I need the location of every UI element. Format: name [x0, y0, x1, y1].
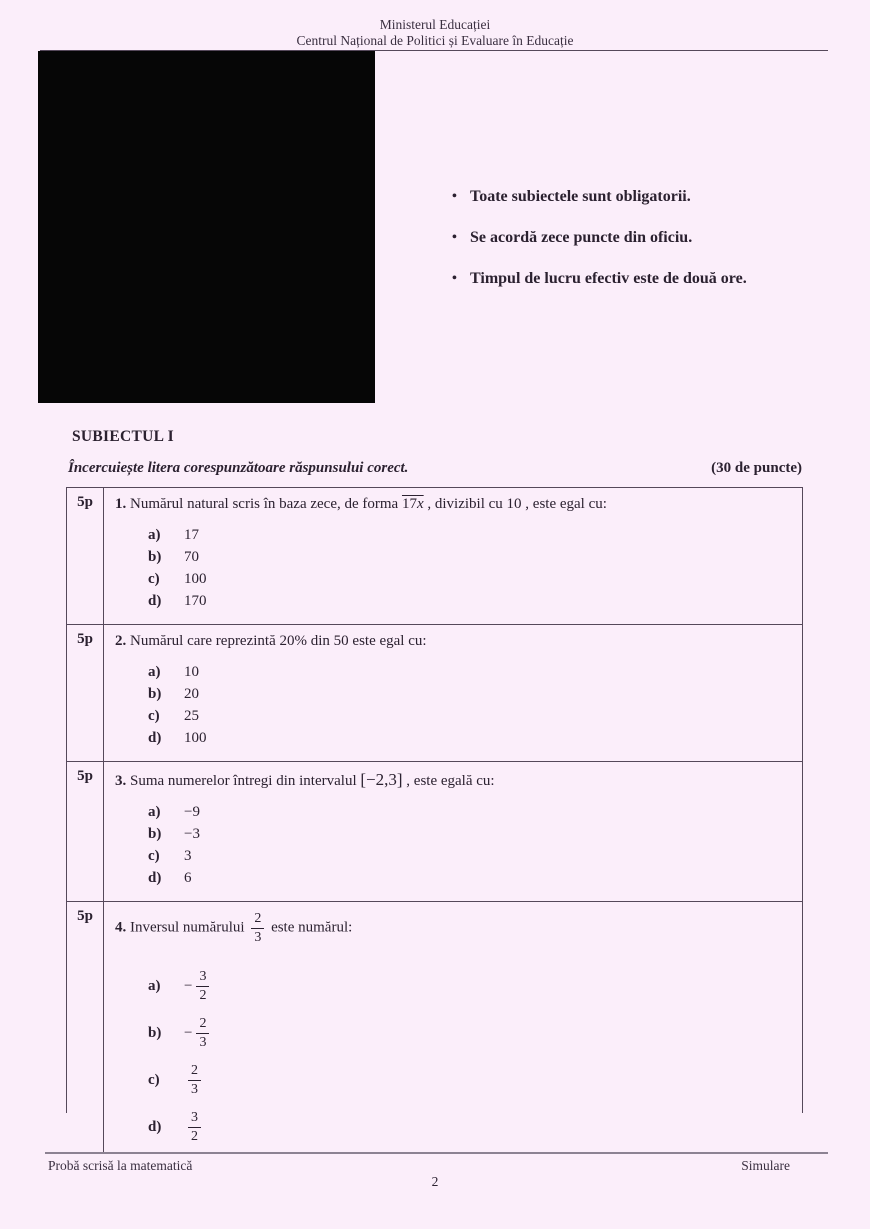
bullet-icon: •: [452, 271, 457, 286]
option-value: 20: [184, 686, 199, 702]
option-sign: −: [184, 1024, 193, 1041]
question-row-4: [67, 902, 802, 1152]
bullet-icon: •: [452, 230, 457, 245]
option-value: 70: [184, 549, 199, 565]
option: [148, 1105, 790, 1149]
fraction-denominator: 3: [196, 1033, 209, 1052]
question-text: Numărul natural scris în baza zece, de forma: [126, 496, 402, 512]
section-title: SUBIECTUL I: [72, 428, 174, 445]
option: [148, 823, 790, 845]
question-body: [104, 488, 802, 624]
question-body: [104, 902, 802, 1152]
option: [148, 1058, 790, 1102]
option-letter: d): [148, 593, 162, 609]
question-points: 5p: [67, 488, 104, 624]
option-value: 3: [184, 848, 192, 864]
option-value: 100: [184, 571, 207, 587]
question-options: [148, 524, 790, 612]
option-value: 6: [184, 870, 192, 886]
option-value: −3: [184, 826, 200, 842]
option-value: 170: [184, 593, 207, 609]
question-text: este numărul:: [267, 919, 353, 936]
option: [148, 524, 790, 546]
question-text: Inversul numărului: [126, 919, 249, 936]
question-body: [104, 762, 802, 901]
question-text: , este egală cu:: [402, 773, 495, 789]
option-value: 100: [184, 730, 207, 746]
option-letter: c): [148, 1071, 160, 1088]
fraction-math: [251, 910, 264, 946]
fraction-numerator: 2: [254, 911, 262, 926]
option: [148, 845, 790, 867]
question-title: [115, 770, 790, 790]
option-letter: d): [148, 1118, 162, 1135]
fraction-numerator: 3: [199, 969, 207, 984]
footer-exam-name: Probă scrisă la matematică: [48, 1158, 193, 1173]
notice-item: [452, 229, 842, 247]
fraction-denominator: 3: [188, 1080, 201, 1099]
section-points: (30 de puncte): [711, 460, 802, 476]
question-text: Numărul care reprezintă 20% din 50 este egal cu:: [126, 633, 427, 649]
option: [148, 546, 790, 568]
fraction-math: [188, 1109, 201, 1145]
option: [148, 1011, 790, 1055]
option: [148, 590, 790, 612]
option-letter: a): [148, 664, 161, 680]
option: [148, 705, 790, 727]
footer-exam-type: Simulare: [741, 1158, 790, 1173]
question-text: Suma numerelor întregi din intervalul: [126, 773, 361, 789]
question-row-2: [67, 625, 802, 762]
notice-text: Se acordă zece puncte din oficiu.: [470, 229, 693, 246]
option: [148, 683, 790, 705]
exam-notices: [452, 188, 842, 311]
option-letter: d): [148, 730, 162, 746]
option-letter: b): [148, 826, 162, 842]
page-number: 2: [431, 1174, 439, 1189]
question-row-1: [67, 488, 802, 625]
option-letter: b): [148, 686, 162, 702]
question-number: 4.: [115, 919, 127, 936]
option-letter: a): [148, 804, 161, 820]
question-number: 2.: [115, 633, 127, 649]
section-instruction: Încercuiește litera corespunzătoare răspunsului corect.: [68, 460, 409, 476]
question-title: [115, 910, 790, 946]
redacted-region: [38, 51, 375, 403]
option-value: −9: [184, 804, 200, 820]
option: [148, 661, 790, 683]
notice-text: Timpul de lucru efectiv este de două ore.: [470, 270, 747, 287]
question-options: [148, 661, 790, 749]
overline-math: [402, 496, 424, 512]
notice-item: [452, 188, 842, 206]
interval-math: [−2,3]: [360, 770, 403, 789]
notice-item: [452, 270, 842, 288]
fraction-denominator: 2: [188, 1127, 201, 1146]
option-letter: b): [148, 1024, 162, 1041]
option: [148, 867, 790, 889]
document-header: [0, 17, 870, 49]
option: [148, 964, 790, 1008]
question-number: 3.: [115, 773, 127, 789]
questions-table: [66, 487, 803, 1144]
fraction-math: [188, 1062, 201, 1098]
option: [148, 801, 790, 823]
header-ministry: Ministerul Educației: [379, 17, 491, 32]
overline-variable: x: [416, 496, 424, 512]
option-letter: a): [148, 977, 161, 994]
option-letter: d): [148, 870, 162, 886]
bullet-icon: •: [452, 189, 457, 204]
overline-digits: 17: [401, 496, 417, 512]
fraction-numerator: 2: [199, 1016, 207, 1031]
option-value: 10: [184, 664, 199, 680]
option-letter: c): [148, 848, 160, 864]
option-value: 17: [184, 527, 199, 543]
option-letter: c): [148, 708, 160, 724]
question-number: 1.: [115, 496, 127, 512]
section-instruction-row: [68, 460, 802, 477]
fraction-denominator: 2: [196, 986, 209, 1005]
header-center: Centrul Național de Politici și Evaluare în Educație: [296, 33, 574, 48]
question-title: [115, 633, 790, 650]
question-options: [148, 964, 790, 1149]
fraction-math: [196, 968, 209, 1004]
footer-divider: [45, 1152, 828, 1154]
question-options: [148, 801, 790, 889]
question-title: [115, 496, 790, 513]
question-text: , divizibil cu 10 , este egal cu:: [423, 496, 607, 512]
option: [148, 568, 790, 590]
fraction-math: [196, 1015, 209, 1051]
option-letter: a): [148, 527, 161, 543]
question-points: 5p: [67, 902, 104, 1152]
question-points: 5p: [67, 625, 104, 761]
fraction-numerator: 2: [191, 1063, 198, 1078]
question-row-3: [67, 762, 802, 902]
option-letter: b): [148, 549, 162, 565]
option-letter: c): [148, 571, 160, 587]
option-sign: −: [184, 977, 193, 994]
option-value: 25: [184, 708, 199, 724]
fraction-numerator: 3: [191, 1110, 198, 1125]
fraction-denominator: 3: [251, 928, 264, 947]
notice-text: Toate subiectele sunt obligatorii.: [470, 188, 691, 205]
question-points: 5p: [67, 762, 104, 901]
question-body: [104, 625, 802, 761]
option: [148, 727, 790, 749]
